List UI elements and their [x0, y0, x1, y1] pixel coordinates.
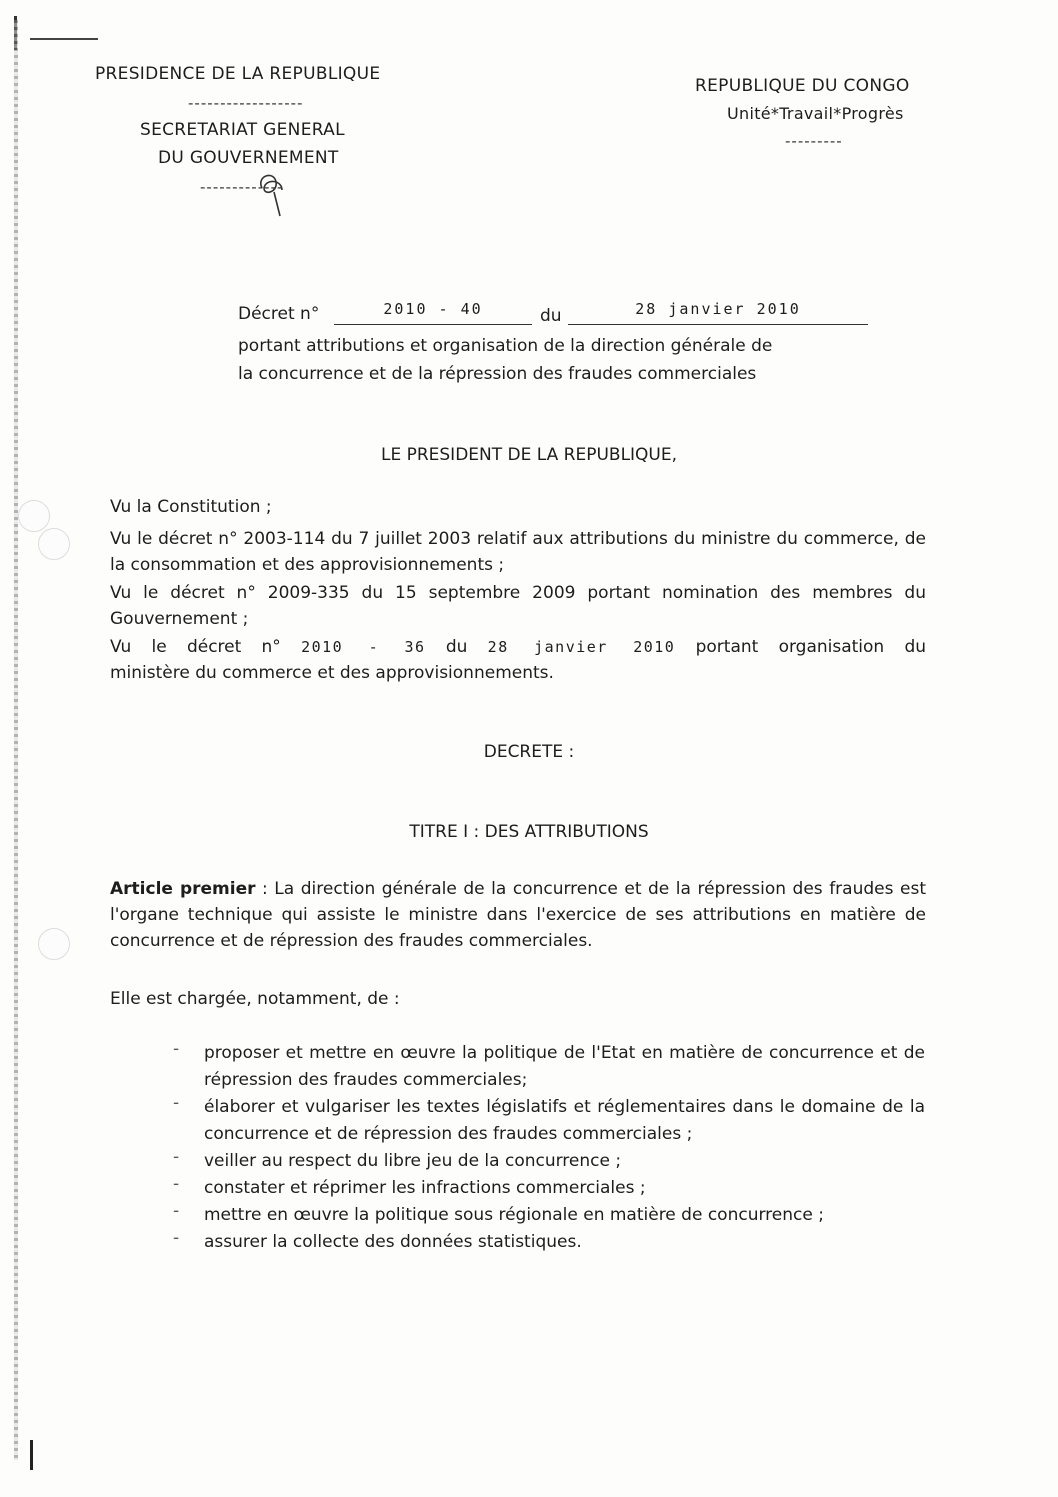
- list-item: - proposer et mettre en œuvre la politique de l'Etat en matière de concurrence et de répression des fraudes commerciales;: [173, 1040, 925, 1094]
- visa-decree-2010-36: [110, 634, 926, 660]
- punch-hole: [38, 528, 70, 560]
- list-item: - assurer la collecte des données statistiques.: [173, 1229, 925, 1256]
- header-secretariat: SECRETARIAT GENERAL: [140, 120, 345, 140]
- decree-subject-line-1: portant attributions et organisation de la direction générale de: [238, 336, 773, 356]
- header-republique-congo: REPUBLIQUE DU CONGO: [695, 76, 910, 96]
- visa-decree-2003-114: Vu le décret n° 2003-114 du 7 juillet 2003 relatif aux attributions du ministre du commerce, de la consommation et des approvisionnements ;: [110, 529, 926, 575]
- list-item: - mettre en œuvre la politique sous régionale en matière de concurrence ;: [173, 1202, 925, 1229]
- visa-decree-2010-36-line-2: ministère du commerce et des approvisionnements.: [110, 663, 554, 683]
- punch-hole: [18, 500, 50, 532]
- duties-list: [173, 1040, 925, 1256]
- decree-subject-line-2: la concurrence et de la répression des fraudes commerciales: [238, 364, 757, 384]
- visa-constitution: Vu la Constitution ;: [110, 497, 272, 517]
- decrete-heading: DECRETE :: [483, 742, 575, 762]
- visa-prefix: Vu le décret n°: [110, 637, 281, 657]
- binding-edge-mark: [30, 1440, 33, 1470]
- scan-corner-line: [30, 38, 98, 40]
- titre-heading: TITRE I : DES ATTRIBUTIONS: [409, 822, 649, 842]
- header-motto: Unité*Travail*Progrès: [727, 104, 904, 123]
- article-premier: [110, 876, 926, 954]
- visa-number: 2010 - 36: [301, 638, 426, 656]
- article-text: : La direction générale de la concurrence et de la répression des fraudes est l'organe technique qui assiste le ministre dans l'exercice de ses attributions en matière de concurrence et de répression des fraudes commerciales.: [110, 879, 926, 951]
- duties-intro: Elle est chargée, notamment, de :: [110, 989, 400, 1009]
- visa-date: 28 janvier 2010: [487, 638, 676, 656]
- decree-number: 2010 - 40: [334, 300, 532, 325]
- decree-number-line: [238, 300, 878, 334]
- decree-label: Décret n°: [238, 304, 320, 324]
- header-gouvernement: DU GOUVERNEMENT: [158, 148, 339, 168]
- initials-mark: [252, 168, 292, 218]
- visa-du: du: [445, 637, 468, 657]
- list-item: - élaborer et vulgariser les textes législatifs et réglementaires dans le domaine de la concurrence et de répression des fraudes commerciales ;: [173, 1094, 925, 1148]
- header-left-separator: ------------------: [188, 94, 304, 112]
- president-heading: LE PRESIDENT DE LA REPUBLIQUE,: [380, 445, 678, 465]
- visa-suffix: portant organisation du: [695, 637, 927, 657]
- article-label: Article premier: [110, 879, 256, 899]
- header-presidence: PRESIDENCE DE LA REPUBLIQUE: [95, 64, 381, 84]
- decree-date: 28 janvier 2010: [568, 300, 868, 325]
- header-left-separator-2: -------------: [200, 178, 284, 196]
- list-item: - constater et réprimer les infractions commerciales ;: [173, 1175, 925, 1202]
- punch-hole: [38, 928, 70, 960]
- decree-du-label: du: [540, 306, 562, 326]
- list-item: - veiller au respect du libre jeu de la concurrence ;: [173, 1148, 925, 1175]
- binding-edge: [14, 20, 18, 1460]
- visa-decree-2009-335: Vu le décret n° 2009-335 du 15 septembre 2009 portant nomination des membres du Gouvernement ;: [110, 583, 926, 629]
- header-right-separator: ---------: [785, 132, 843, 150]
